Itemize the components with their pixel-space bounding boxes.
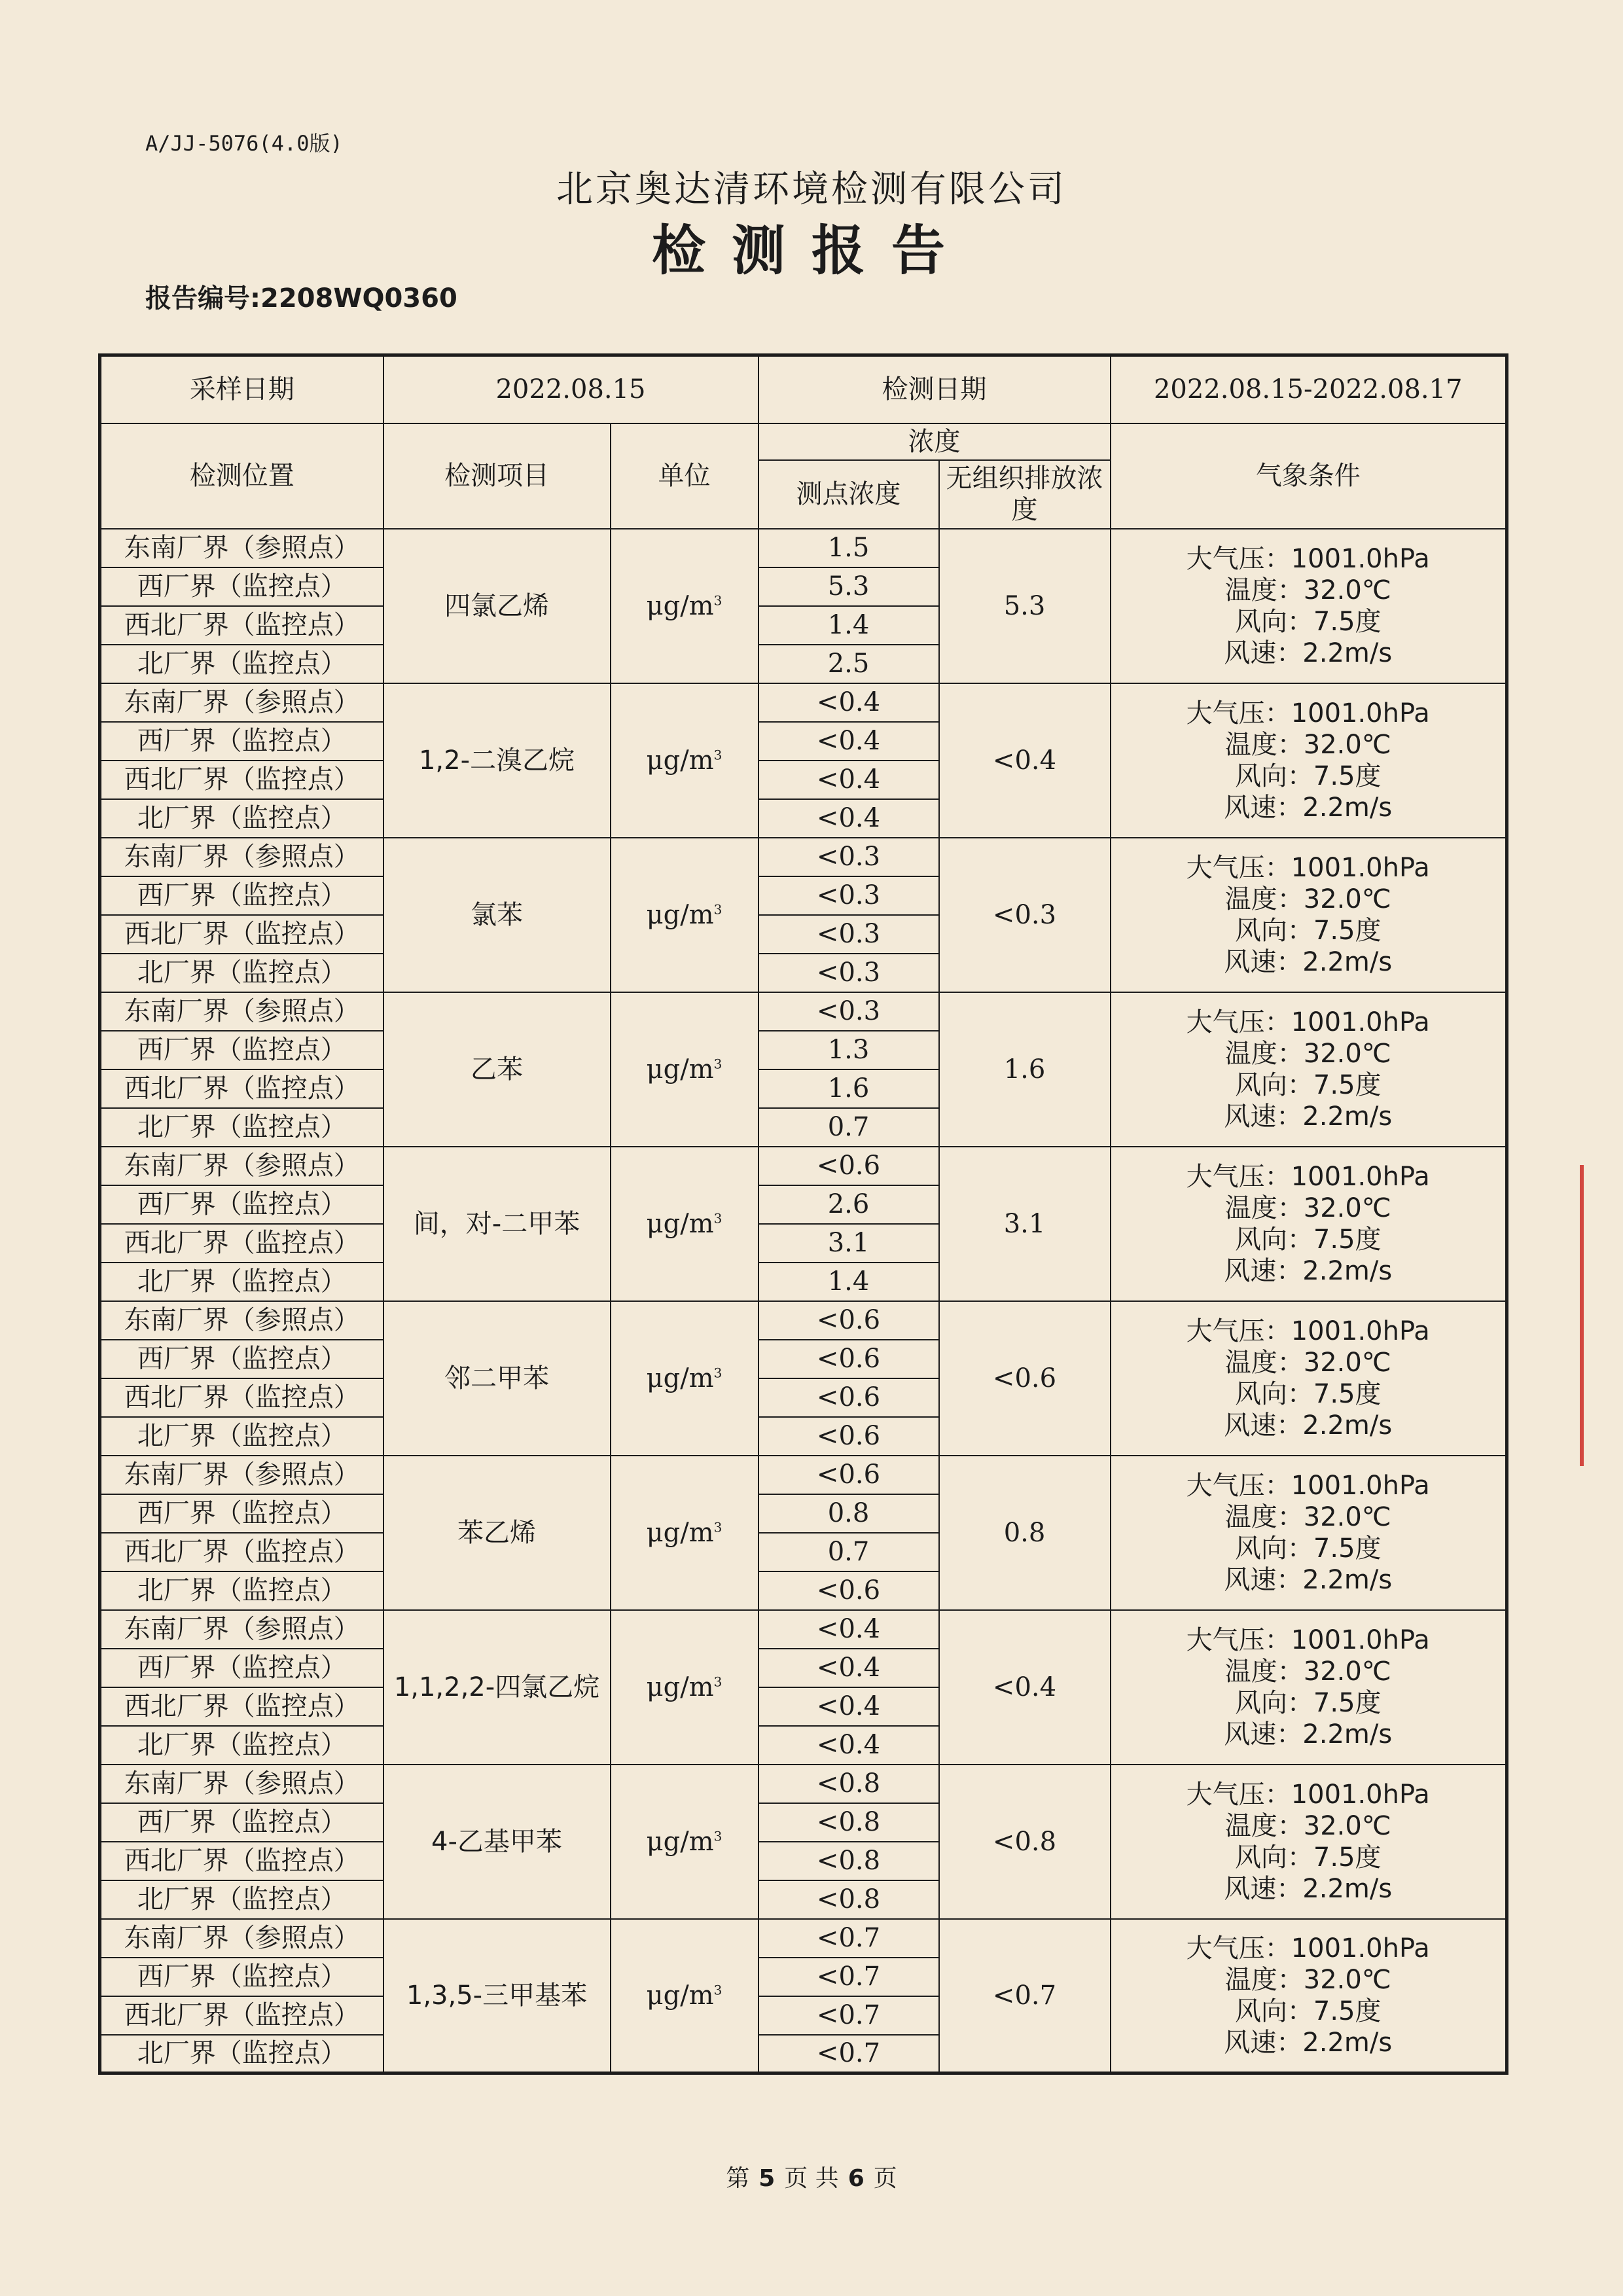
report-number-label: 报告编号: — [145, 283, 260, 314]
location-cell: 西厂界（监控点） — [100, 876, 383, 915]
date-row — [100, 355, 1507, 423]
point-concentration-cell: <0.4 — [758, 1649, 939, 1687]
location-cell: 东南厂界（参照点） — [100, 683, 383, 722]
results-table — [98, 353, 1508, 2075]
location-cell: 西厂界（监控点） — [100, 1803, 383, 1842]
weather-line: 大气压：1001.0hPa — [1186, 1624, 1430, 1655]
item-cell: 1,1,2,2-四氯乙烷 — [383, 1610, 611, 1765]
unit-cell — [611, 1610, 758, 1765]
point-concentration-cell: 1.4 — [758, 1263, 939, 1301]
point-concentration-cell: <0.6 — [758, 1378, 939, 1417]
weather-line: 大气压：1001.0hPa — [1186, 543, 1430, 574]
point-concentration-header: 测点浓度 — [758, 460, 939, 529]
item-cell: 苯乙烯 — [383, 1456, 611, 1610]
point-concentration-cell: <0.8 — [758, 1842, 939, 1880]
table-row — [100, 1147, 1507, 1185]
location-header: 检测位置 — [100, 423, 383, 529]
point-concentration-cell: <0.4 — [758, 761, 939, 799]
unit-cell — [611, 1456, 758, 1610]
weather-line: 温度：32.0℃ — [1224, 1501, 1391, 1532]
unit-text: μg/m — [646, 1672, 714, 1702]
weather-cell — [1111, 529, 1507, 683]
testing-date-label: 检测日期 — [758, 355, 1111, 423]
location-cell: 西厂界（监控点） — [100, 1649, 383, 1687]
weather-line: 风速：2.2m/s — [1224, 792, 1393, 823]
location-cell: 西厂界（监控点） — [100, 1494, 383, 1533]
point-concentration-cell: 5.3 — [758, 567, 939, 606]
testing-date-value: 2022.08.15-2022.08.17 — [1111, 355, 1507, 423]
unit-cell — [611, 1919, 758, 2073]
weather-line: 大气压：1001.0hPa — [1186, 852, 1430, 883]
weather-line: 风速：2.2m/s — [1224, 1101, 1393, 1132]
unit-text: μg/m — [646, 1517, 714, 1548]
weather-line: 风向：7.5度 — [1234, 1533, 1382, 1564]
concentration-header: 浓度 — [758, 423, 1111, 460]
page-total: 6 — [847, 2165, 865, 2192]
point-concentration-cell: <0.8 — [758, 1880, 939, 1919]
item-cell: 四氯乙烯 — [383, 529, 611, 683]
unit-text: μg/m — [646, 899, 714, 930]
unit-cell — [611, 1765, 758, 1919]
footer-prefix: 第 — [726, 2165, 750, 2192]
location-cell: 西厂界（监控点） — [100, 1185, 383, 1224]
report-number-value: 2208WQ0360 — [260, 283, 457, 314]
location-cell: 西厂界（监控点） — [100, 722, 383, 761]
weather-line: 大气压：1001.0hPa — [1186, 1470, 1430, 1501]
location-cell: 东南厂界（参照点） — [100, 1456, 383, 1494]
weather-line: 风向：7.5度 — [1234, 1069, 1382, 1100]
location-cell: 西北厂界（监控点） — [100, 761, 383, 799]
table-row — [100, 1610, 1507, 1649]
point-concentration-cell: <0.3 — [758, 992, 939, 1031]
unit-text: μg/m — [646, 1826, 714, 1857]
point-concentration-cell: 0.8 — [758, 1494, 939, 1533]
page-footer — [0, 2160, 1623, 2193]
table-row — [100, 1919, 1507, 1958]
weather-line: 大气压：1001.0hPa — [1186, 1007, 1430, 1037]
weather-cell — [1111, 1919, 1507, 2073]
point-concentration-cell: <0.6 — [758, 1147, 939, 1185]
unit-text: μg/m — [646, 745, 714, 776]
location-cell: 西北厂界（监控点） — [100, 1378, 383, 1417]
weather-line: 风向：7.5度 — [1234, 606, 1382, 637]
point-concentration-cell: <0.6 — [758, 1340, 939, 1378]
weather-line: 温度：32.0℃ — [1224, 1347, 1391, 1378]
weather-line: 大气压：1001.0hPa — [1186, 1933, 1430, 1964]
sampling-date-label: 采样日期 — [100, 355, 383, 423]
weather-line: 大气压：1001.0hPa — [1186, 698, 1430, 728]
unit-text: μg/m — [646, 1208, 714, 1239]
weather-line: 风向：7.5度 — [1234, 1378, 1382, 1409]
unit-text: μg/m — [646, 590, 714, 621]
unit-cell — [611, 1301, 758, 1456]
weather-line: 温度：32.0℃ — [1224, 575, 1391, 605]
location-cell: 西北厂界（监控点） — [100, 606, 383, 645]
weather-line: 温度：32.0℃ — [1224, 1656, 1391, 1687]
point-concentration-cell: 2.5 — [758, 645, 939, 683]
red-stamp-fragment — [1580, 1165, 1623, 1466]
emission-concentration-cell: 3.1 — [939, 1147, 1111, 1301]
emission-concentration-cell: <0.4 — [939, 1610, 1111, 1765]
location-cell: 西北厂界（监控点） — [100, 1533, 383, 1571]
point-concentration-cell: <0.6 — [758, 1456, 939, 1494]
location-cell: 东南厂界（参照点） — [100, 1147, 383, 1185]
point-concentration-cell: <0.4 — [758, 1726, 939, 1765]
weather-cell — [1111, 1147, 1507, 1301]
unit-superscript: 3 — [713, 1056, 722, 1072]
page-number: 5 — [758, 2165, 776, 2192]
point-concentration-cell: <0.3 — [758, 915, 939, 954]
unit-superscript: 3 — [713, 1365, 722, 1381]
item-cell: 1,2-二溴乙烷 — [383, 683, 611, 838]
point-concentration-cell: <0.6 — [758, 1301, 939, 1340]
point-concentration-cell: 1.5 — [758, 529, 939, 567]
emission-concentration-cell: <0.6 — [939, 1301, 1111, 1456]
weather-line: 温度：32.0℃ — [1224, 1964, 1391, 1995]
point-concentration-cell: <0.3 — [758, 838, 939, 876]
unit-text: μg/m — [646, 1054, 714, 1085]
location-cell: 西北厂界（监控点） — [100, 1069, 383, 1108]
unit-cell — [611, 992, 758, 1147]
emission-concentration-cell: <0.3 — [939, 838, 1111, 992]
item-header: 检测项目 — [383, 423, 611, 529]
weather-line: 风向：7.5度 — [1234, 1996, 1382, 2026]
weather-line: 风速：2.2m/s — [1224, 2027, 1393, 2058]
point-concentration-cell: 1.4 — [758, 606, 939, 645]
weather-cell — [1111, 683, 1507, 838]
report-number — [145, 278, 457, 315]
column-header-row — [100, 423, 1507, 460]
weather-cell — [1111, 1610, 1507, 1765]
location-cell: 东南厂界（参照点） — [100, 1919, 383, 1958]
location-cell: 西厂界（监控点） — [100, 1031, 383, 1069]
sampling-date-value: 2022.08.15 — [383, 355, 758, 423]
weather-header: 气象条件 — [1111, 423, 1507, 529]
location-cell: 西厂界（监控点） — [100, 1340, 383, 1378]
weather-cell — [1111, 1301, 1507, 1456]
unit-superscript: 3 — [713, 1828, 722, 1844]
item-cell: 邻二甲苯 — [383, 1301, 611, 1456]
location-cell: 东南厂界（参照点） — [100, 992, 383, 1031]
report-title: 检测报告 — [651, 220, 971, 282]
point-concentration-cell: <0.6 — [758, 1571, 939, 1610]
item-cell: 氯苯 — [383, 838, 611, 992]
location-cell: 北厂界（监控点） — [100, 1880, 383, 1919]
unit-superscript: 3 — [713, 901, 722, 918]
weather-line: 温度：32.0℃ — [1224, 1810, 1391, 1841]
table-row — [100, 1301, 1507, 1340]
weather-cell — [1111, 1456, 1507, 1610]
weather-line: 风速：2.2m/s — [1224, 946, 1393, 977]
weather-line: 风速：2.2m/s — [1224, 1410, 1393, 1441]
table-row — [100, 992, 1507, 1031]
location-cell: 东南厂界（参照点） — [100, 838, 383, 876]
unit-text: μg/m — [646, 1363, 714, 1393]
location-cell: 东南厂界（参照点） — [100, 1610, 383, 1649]
weather-cell — [1111, 992, 1507, 1147]
unit-header: 单位 — [611, 423, 758, 529]
unit-text: μg/m — [646, 1980, 714, 2011]
point-concentration-cell: <0.4 — [758, 799, 939, 838]
table-row — [100, 683, 1507, 722]
point-concentration-cell: <0.7 — [758, 2035, 939, 2073]
weather-line: 风速：2.2m/s — [1224, 1873, 1393, 1904]
location-cell: 西厂界（监控点） — [100, 1958, 383, 1996]
point-concentration-cell: 1.6 — [758, 1069, 939, 1108]
weather-line: 温度：32.0℃ — [1224, 1193, 1391, 1223]
item-cell: 1,3,5-三甲基苯 — [383, 1919, 611, 2073]
location-cell: 东南厂界（参照点） — [100, 1765, 383, 1803]
location-cell: 北厂界（监控点） — [100, 645, 383, 683]
weather-line: 大气压：1001.0hPa — [1186, 1161, 1430, 1192]
unit-cell — [611, 838, 758, 992]
weather-line: 风速：2.2m/s — [1224, 637, 1393, 668]
footer-middle: 页 共 — [784, 2165, 839, 2192]
location-cell: 北厂界（监控点） — [100, 1417, 383, 1456]
weather-line: 温度：32.0℃ — [1224, 1038, 1391, 1069]
weather-line: 大气压：1001.0hPa — [1186, 1779, 1430, 1810]
point-concentration-cell: <0.7 — [758, 1919, 939, 1958]
location-cell: 北厂界（监控点） — [100, 1726, 383, 1765]
point-concentration-cell: 0.7 — [758, 1108, 939, 1147]
point-concentration-cell: <0.8 — [758, 1765, 939, 1803]
point-concentration-cell: <0.4 — [758, 1687, 939, 1726]
unit-superscript: 3 — [713, 1210, 722, 1227]
item-cell: 4-乙基甲苯 — [383, 1765, 611, 1919]
unit-superscript: 3 — [713, 1982, 722, 1998]
weather-line: 风向：7.5度 — [1234, 1224, 1382, 1255]
location-cell: 东南厂界（参照点） — [100, 1301, 383, 1340]
point-concentration-cell: <0.4 — [758, 683, 939, 722]
point-concentration-cell: <0.7 — [758, 1996, 939, 2035]
location-cell: 西北厂界（监控点） — [100, 1996, 383, 2035]
table-row — [100, 1765, 1507, 1803]
location-cell: 西北厂界（监控点） — [100, 1842, 383, 1880]
unit-superscript: 3 — [713, 1674, 722, 1690]
location-cell: 西北厂界（监控点） — [100, 1687, 383, 1726]
point-concentration-cell: <0.6 — [758, 1417, 939, 1456]
weather-line: 风向：7.5度 — [1234, 761, 1382, 791]
point-concentration-cell: <0.7 — [758, 1958, 939, 1996]
location-cell: 北厂界（监控点） — [100, 1263, 383, 1301]
point-concentration-cell: <0.3 — [758, 954, 939, 992]
weather-line: 风向：7.5度 — [1234, 1842, 1382, 1873]
location-cell: 北厂界（监控点） — [100, 1108, 383, 1147]
weather-line: 温度：32.0℃ — [1224, 884, 1391, 914]
emission-concentration-cell: 5.3 — [939, 529, 1111, 683]
emission-concentration-header: 无组织排放浓度 — [939, 460, 1111, 529]
location-cell: 北厂界（监控点） — [100, 954, 383, 992]
document-code: A/JJ-5076(4.0版) — [145, 131, 343, 156]
unit-superscript: 3 — [713, 1519, 722, 1535]
point-concentration-cell: <0.3 — [758, 876, 939, 915]
weather-line: 风速：2.2m/s — [1224, 1564, 1393, 1595]
location-cell: 西北厂界（监控点） — [100, 915, 383, 954]
point-concentration-cell: 1.3 — [758, 1031, 939, 1069]
table-row — [100, 838, 1507, 876]
location-cell: 北厂界（监控点） — [100, 1571, 383, 1610]
emission-concentration-cell: <0.4 — [939, 683, 1111, 838]
item-cell: 乙苯 — [383, 992, 611, 1147]
footer-suffix: 页 — [873, 2165, 897, 2192]
point-concentration-cell: 2.6 — [758, 1185, 939, 1224]
emission-concentration-cell: <0.7 — [939, 1919, 1111, 2073]
weather-line: 风向：7.5度 — [1234, 1687, 1382, 1718]
point-concentration-cell: 0.7 — [758, 1533, 939, 1571]
location-cell: 西厂界（监控点） — [100, 567, 383, 606]
weather-line: 风速：2.2m/s — [1224, 1719, 1393, 1749]
item-cell: 间，对-二甲苯 — [383, 1147, 611, 1301]
location-cell: 北厂界（监控点） — [100, 799, 383, 838]
weather-line: 温度：32.0℃ — [1224, 729, 1391, 760]
point-concentration-cell: <0.8 — [758, 1803, 939, 1842]
point-concentration-cell: <0.4 — [758, 722, 939, 761]
unit-superscript: 3 — [713, 592, 722, 609]
unit-superscript: 3 — [713, 747, 722, 763]
weather-line: 风速：2.2m/s — [1224, 1255, 1393, 1286]
company-name: 北京奥达清环境检测有限公司 — [556, 168, 1067, 211]
emission-concentration-cell: <0.8 — [939, 1765, 1111, 1919]
unit-cell — [611, 683, 758, 838]
weather-line: 风向：7.5度 — [1234, 915, 1382, 946]
location-cell: 西北厂界（监控点） — [100, 1224, 383, 1263]
emission-concentration-cell: 1.6 — [939, 992, 1111, 1147]
table-row — [100, 529, 1507, 567]
location-cell: 北厂界（监控点） — [100, 2035, 383, 2073]
location-cell: 东南厂界（参照点） — [100, 529, 383, 567]
point-concentration-cell: <0.4 — [758, 1610, 939, 1649]
emission-concentration-cell: 0.8 — [939, 1456, 1111, 1610]
point-concentration-cell: 3.1 — [758, 1224, 939, 1263]
table-row — [100, 1456, 1507, 1494]
unit-cell — [611, 1147, 758, 1301]
weather-line: 大气压：1001.0hPa — [1186, 1316, 1430, 1346]
unit-cell — [611, 529, 758, 683]
weather-cell — [1111, 838, 1507, 992]
weather-cell — [1111, 1765, 1507, 1919]
